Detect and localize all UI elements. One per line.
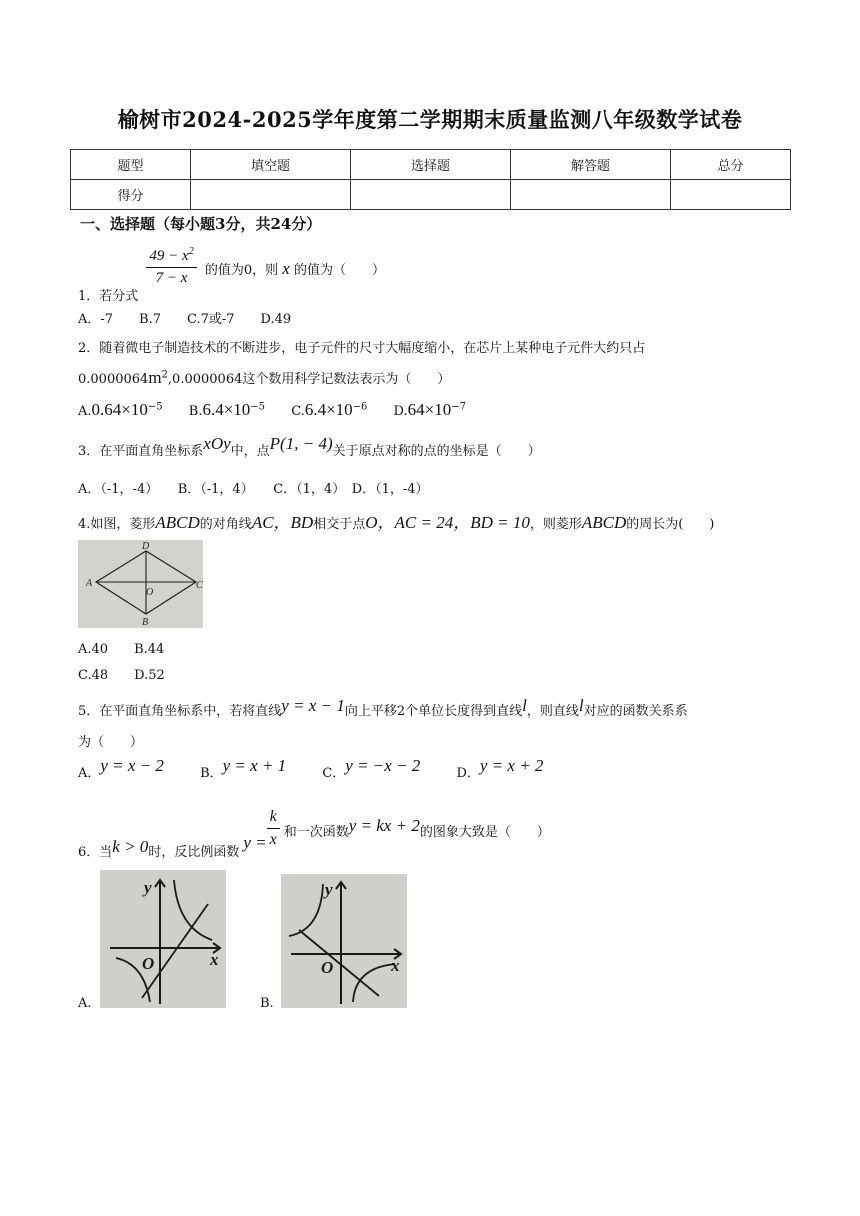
q1-fraction [146, 246, 196, 287]
score-cell[interactable] [671, 180, 791, 210]
q6-func-y: y = [243, 833, 267, 852]
q6-suffix: 的图象大致是（ ） [419, 825, 550, 840]
y-label: y [325, 880, 333, 899]
q4-prefix: 4.如图，菱形 [78, 517, 156, 532]
q5-options [78, 756, 544, 782]
q2-options [78, 400, 466, 420]
q5-option-b: B．y = x + 1 [200, 756, 287, 781]
q6-option-b-label: B. [260, 996, 274, 1011]
q2-option-c: $C.6.4\times 10^{-6}$ [291, 400, 368, 419]
q4-mid2: 相交于点 [313, 517, 366, 532]
q1-frac-num: 49 − x [149, 248, 189, 264]
q2-line2 [78, 368, 450, 388]
q5-mid: 向上平移2个单位长度得到直线 [344, 704, 523, 719]
q5-prefix: 5．在平面直角坐标系中，若将直线 [78, 704, 282, 719]
score-cell[interactable] [191, 180, 351, 210]
q3-options: A．（-1，-4） B．（-1，4） C．（1，4） D．（1，-4） [78, 482, 429, 497]
q2-value2: ,0.0000064 [167, 372, 243, 387]
q2-option-a: $A.0.64\times 10^{-5}$ [78, 400, 163, 419]
q6-condition: k > 0 [112, 837, 149, 856]
q3-system: xOy [203, 434, 231, 453]
q4-mid3: ，则菱形 [529, 517, 582, 532]
x-label: x [391, 956, 400, 975]
question-5 [78, 696, 688, 720]
q5-option-d: D．y = x + 2 [456, 756, 544, 781]
q6-mid2: 和一次函数 [283, 825, 349, 840]
q2-value: 0.0000064 [78, 372, 149, 387]
q4-options-line2: C.48 D.52 [78, 668, 165, 683]
q4-condition: O，AC = 24，BD = 10 [365, 513, 530, 532]
q5-l2: l [578, 696, 584, 715]
q1-options: A．-7 B.7 C.7或-7 D.49 [78, 312, 292, 327]
row-label: 得分 [71, 180, 191, 210]
header-cell: 选择题 [351, 150, 511, 180]
q4-shape2: ABCD [581, 513, 627, 532]
q5-line2: 为（ ） [78, 735, 144, 750]
q4-mid1: 的对角线 [199, 517, 252, 532]
score-table-header-row [71, 150, 791, 180]
q2-option-d: $D.64\times 10^{-7}$ [393, 400, 466, 419]
section-heading: 一、选择题（每小题3分，共24分） [80, 215, 322, 233]
score-table-score-row [71, 180, 791, 210]
q1-var: x [282, 259, 290, 278]
question-6 [78, 808, 550, 860]
q2-line1: 2．随着微电子制造技术的不断进步，电子元件的尺寸大幅度缩小，在芯片上某种电子元件大约只占 [78, 341, 646, 356]
q4-diagonals: AC，BD [251, 513, 314, 532]
q5-option-a: A．y = x − 2 [78, 756, 164, 781]
q3-prefix: 3．在平面直角坐标系 [78, 444, 204, 459]
label-b: B [142, 617, 149, 628]
score-cell[interactable] [511, 180, 671, 210]
x-label: x [210, 950, 219, 969]
question-4 [78, 508, 714, 533]
q6-mid: 时，反比例函数 [148, 845, 240, 860]
q6-fraction: $\frac{k}{x}$ [267, 808, 280, 849]
q6-linear-func: y = kx + 2 [348, 816, 420, 835]
q3-mid: 中，点 [230, 444, 270, 459]
question-1 [78, 246, 385, 304]
header-cell: 填空题 [191, 150, 351, 180]
q4-rhombus-figure [78, 540, 203, 628]
q1-prefix: 1．若分式 [78, 289, 139, 304]
q5-suffix: 对应的函数关系系 [583, 704, 688, 719]
q4-options-line1: A.40 B.44 [78, 642, 165, 657]
q1-mid: 的值为0，则 [204, 263, 279, 278]
origin-label: O [321, 958, 334, 977]
q6-graph-b [281, 874, 407, 1008]
label-d: D [142, 541, 150, 552]
q2-option-b: $B.6.4\times 10^{-5}$ [188, 400, 266, 419]
q3-point: P(1, − 4) [269, 434, 333, 453]
q1-frac-den: 7 − x [155, 270, 188, 286]
y-label: y [144, 878, 152, 897]
q6-prefix: 6．当 [78, 845, 113, 860]
q2-unit: m [148, 368, 162, 387]
q1-suffix: 的值为（ ） [293, 263, 385, 278]
origin-label: O [142, 954, 155, 973]
q5-option-c: C．y = −x − 2 [322, 756, 421, 781]
q4-suffix: 的周长为( ) [626, 517, 715, 532]
figure-photo-background [78, 540, 203, 628]
header-cell: 解答题 [511, 150, 671, 180]
question-3 [78, 434, 541, 460]
q5-l: l [522, 696, 527, 715]
header-cell: 总分 [671, 150, 791, 180]
score-table [70, 149, 791, 210]
q3-suffix: 关于原点对称的点的坐标是（ ） [332, 444, 541, 459]
q2-unit-exp: 2 [161, 369, 168, 381]
q1-frac-exp: 2 [188, 246, 194, 257]
q5-line-eq: y = x − 1 [281, 696, 345, 715]
header-cell: 题型 [71, 150, 191, 180]
score-cell[interactable] [351, 180, 511, 210]
q5-mid2: ，则直线 [526, 704, 579, 719]
q2-suffix: 这个数用科学记数法表示为（ ） [242, 372, 451, 387]
q6-option-a-label: A. [78, 996, 92, 1011]
graph-photo-background [281, 874, 407, 1008]
label-c: C [196, 580, 203, 591]
label-o: O [146, 587, 154, 598]
q6-graph-a [100, 870, 226, 1008]
page-title: 榆树市2024-2025学年度第二学期期末质量监测八年级数学试卷 [117, 107, 743, 132]
label-a: A [86, 578, 93, 589]
q4-shape: ABCD [155, 513, 200, 532]
